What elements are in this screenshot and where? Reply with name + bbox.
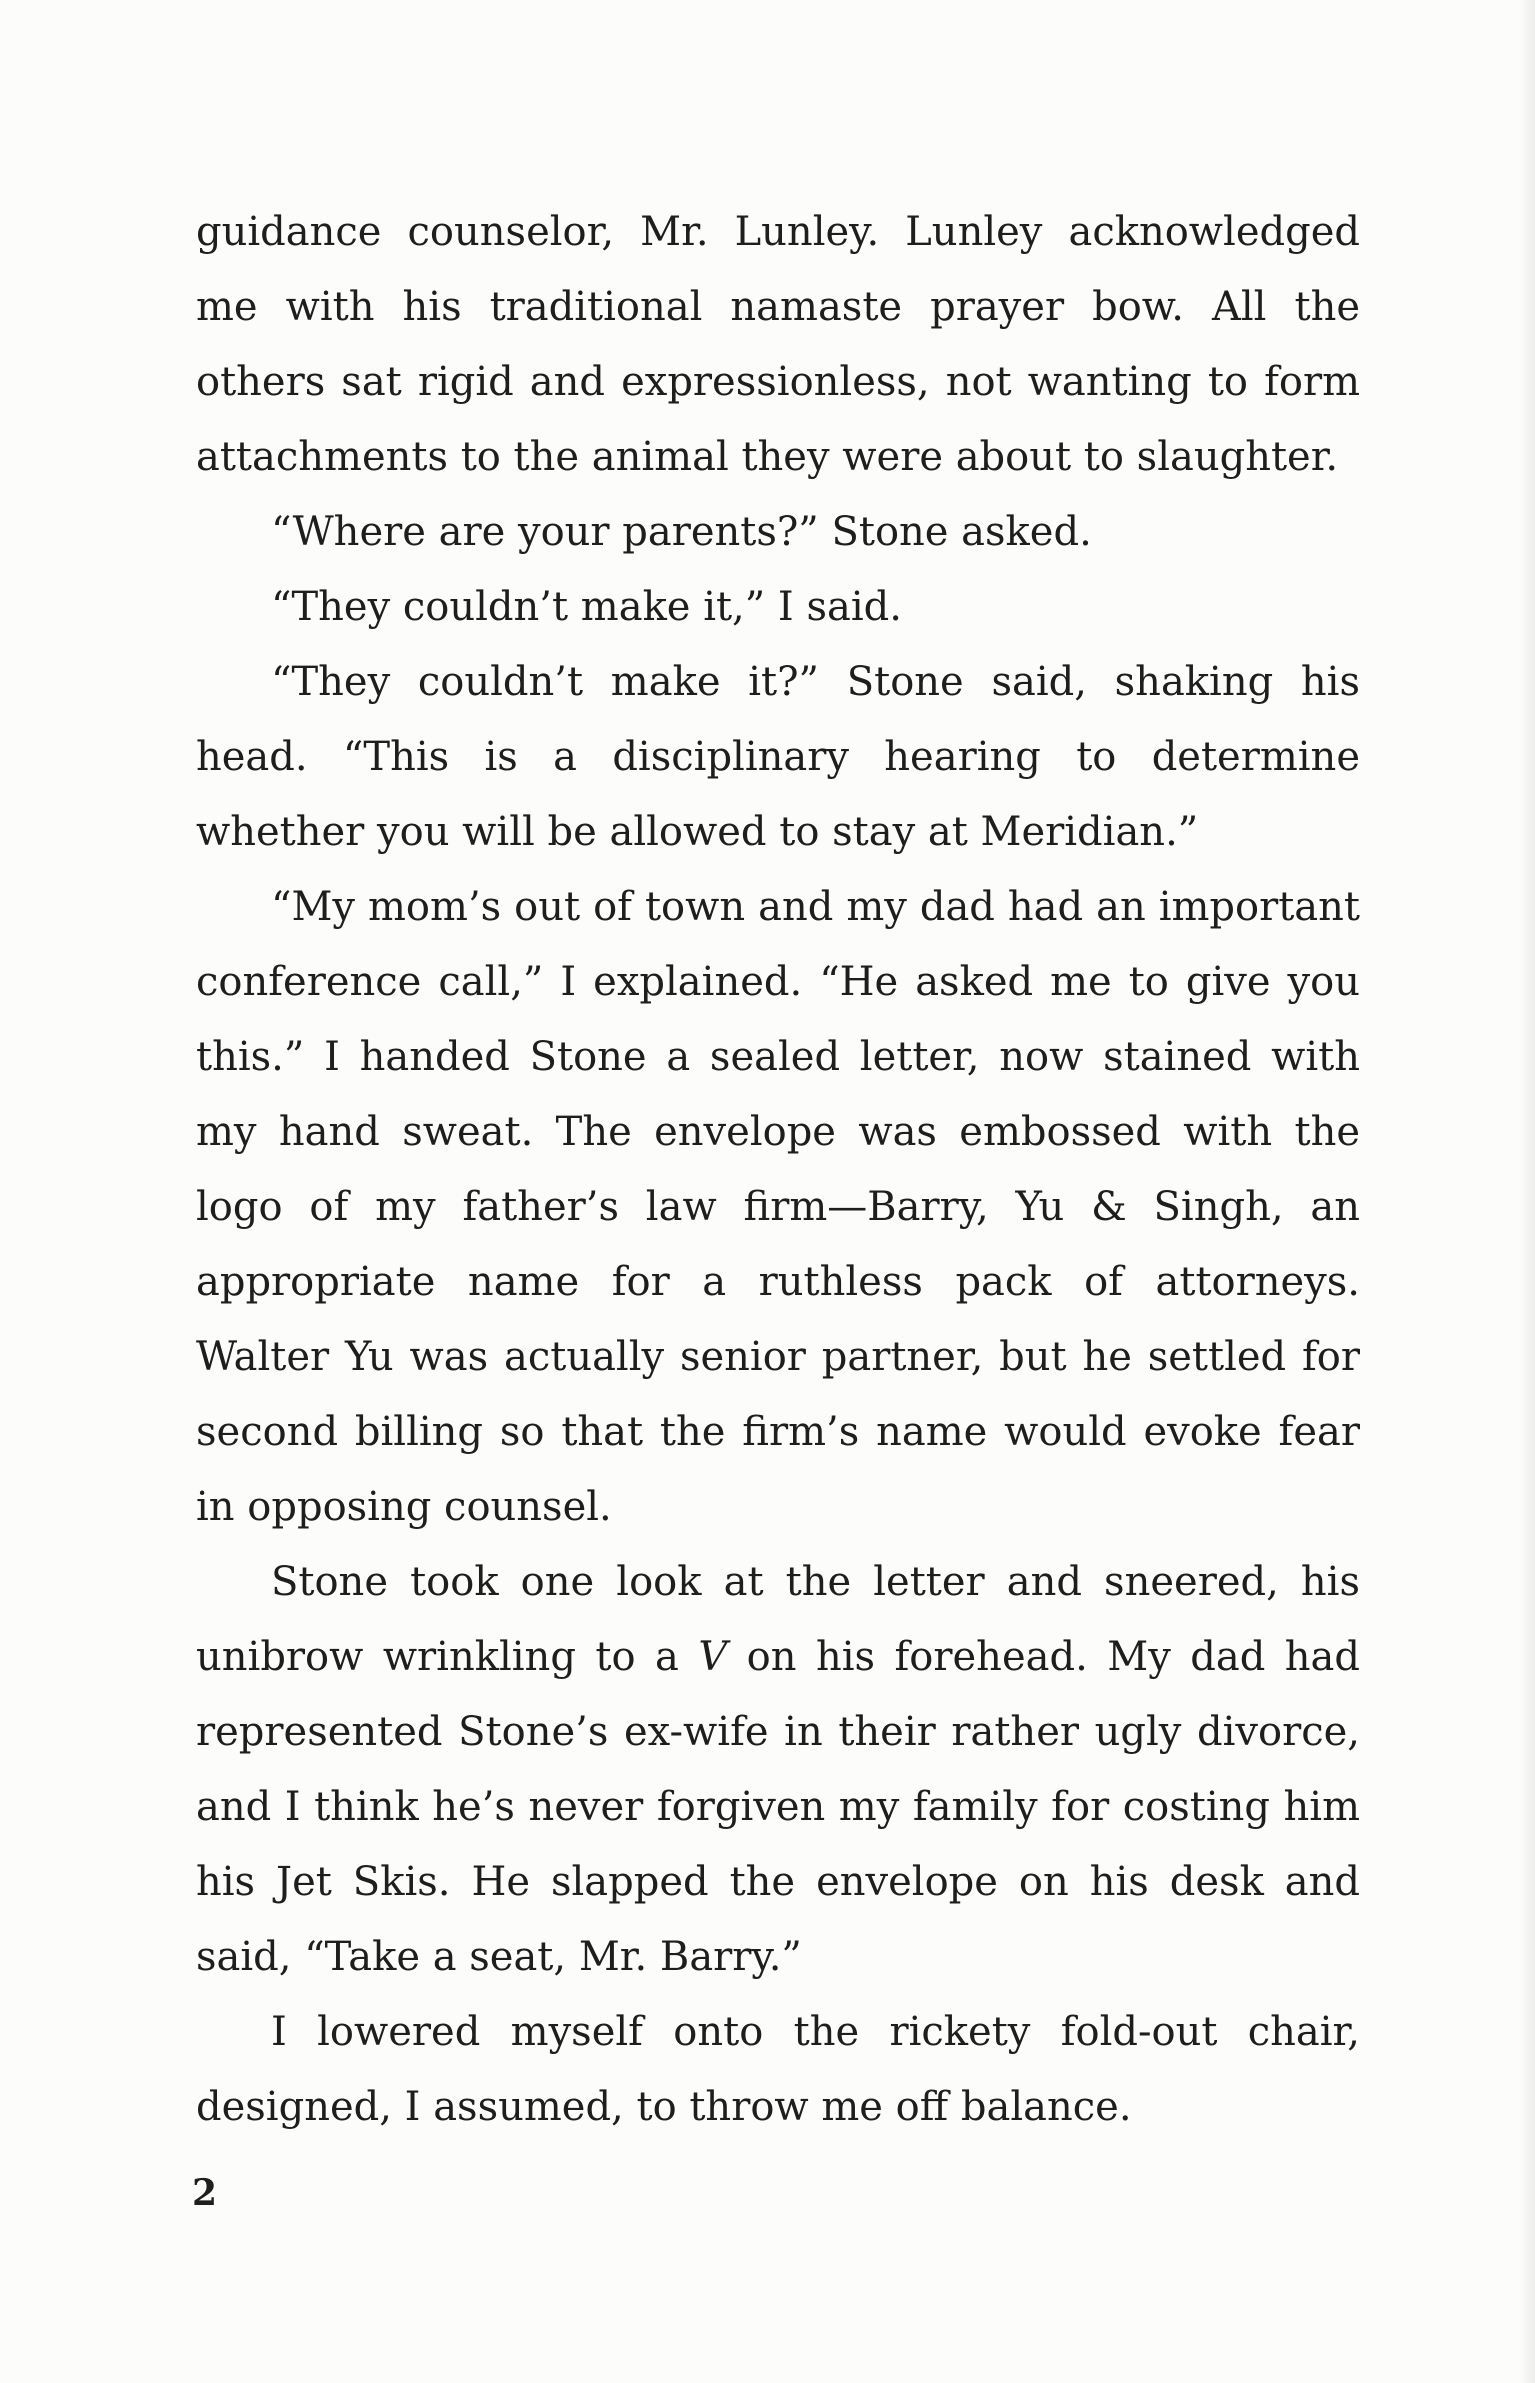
page-number: 2 [192, 2172, 218, 2214]
paragraph-continued: guidance counselor, Mr. Lunley. Lunley acknowledged me with his traditional namaste prayer bow. All the others sat rigid and expressionless, not wanting to form attachments to the animal they were about to slaughter. [196, 209, 1360, 480]
paragraph-text: on his forehead. My dad had represented Stone’s ex-wife in their rather ugly divorce, and I think he’s never forgiven my family for costing him his Jet Skis. He slapped the envelope on his desk and said, “Take a seat, Mr. Barry.” [196, 1634, 1360, 1980]
paragraph [196, 1545, 1360, 1995]
paragraph: I lowered myself onto the rickety fold-out chair, designed, I assumed, to throw me off balance. [196, 2009, 1360, 2130]
italic-letter: V [698, 1634, 728, 1680]
paragraph: “Where are your parents?” Stone asked. [271, 509, 1092, 555]
paragraph-text: Stone took one look at the letter and sneered, his unibrow wrinkling to a [196, 1559, 1360, 1680]
body-text [196, 195, 1360, 2145]
page-edge-shadow [1519, 0, 1535, 2383]
paragraph: “My mom’s out of town and my dad had an important conference call,” I explained. “He asked me to give you this.” I handed Stone a sealed letter, now stained with my hand sweat. The envelope was embossed with the logo of my father’s law firm—Barry, Yu & Singh, an appropriate name for a ruthless pack of attorneys. Walter Yu was actually senior partner, but he settled for second billing so that the firm’s name would evoke fear in opposing counsel. [196, 884, 1360, 1530]
paragraph: “They couldn’t make it,” I said. [271, 584, 902, 630]
paragraph: “They couldn’t make it?” Stone said, shaking his head. “This is a disciplinary hearing to determine whether you will be allowed to stay at Meridian.” [196, 659, 1360, 855]
